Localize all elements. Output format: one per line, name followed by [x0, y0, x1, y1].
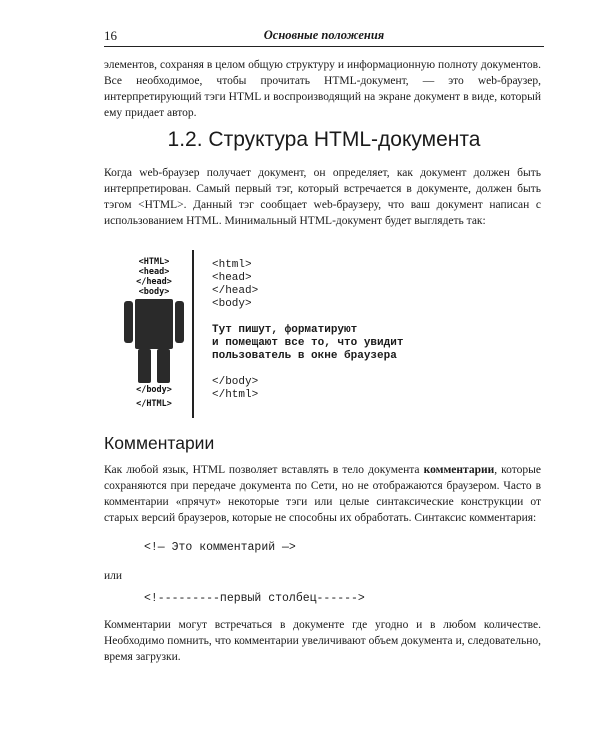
page-number: 16: [104, 28, 117, 43]
figure-label-body-close: </body>: [136, 385, 172, 395]
figure-label-body-open: <body>: [138, 287, 170, 297]
closing-paragraph: Комментарии могут встречаться в документе где угодно и в любом количестве. Необходимо помнить, что комментарии увеличивают объем документа и, следовательно, время загрузки.: [104, 619, 541, 663]
figure-divider: [192, 250, 194, 418]
comment-example-2: <!---------первый столбец------>: [144, 592, 365, 605]
figure-body-silhouette: [124, 299, 184, 383]
html-body-figure-illustration: [118, 255, 190, 415]
figure-label-html-close: </HTML>: [136, 399, 172, 409]
figure-label-head-open: <head>: [138, 267, 170, 277]
section-paragraph: Когда web-браузер получает документ, он определяет, как документ должен быть интерпретирован. Самый первый тэг, который встречается в документе, должен быть тэгом <HTML>. Данный тэг сообщает web-браузеру, что ваш документ написан с использованием HTML. Минимальный HTML-документ будет выглядеть так:: [104, 167, 541, 227]
comments-paragraph-rest: , которые сохраняются при передаче документа по Сети, но не отображаются браузером. Часто в комментарии «прячут» некоторые тэги или целые синтаксические конструкции от старых версий браузеров, которые не способны их обработать. Синтаксис комментария:: [104, 464, 541, 524]
comment-example-1: <!— Это комментарий —>: [144, 541, 296, 554]
running-head: [104, 26, 544, 47]
connector-text: или: [104, 570, 123, 582]
intro-paragraph: элементов, сохраняя в целом общую структуру и информационную полноту документов. Все необходимое, чтобы прочитать HTML-документ, — это web-браузер, интерпретирующий тэги HTML и воспроизводящий на экране документ в виде, который ему придает автор.: [104, 59, 541, 119]
figure-label-head-close: </head>: [136, 277, 172, 287]
code-content: Тут пишут, форматируют и помещают все то, что увидит пользователь в окне браузера: [212, 324, 404, 362]
running-title: Основные положения: [263, 28, 385, 42]
section-heading: 1.2. Структура HTML-документа: [167, 128, 481, 151]
code-structure-close: </body> </html>: [212, 376, 259, 401]
comments-term: комментарии: [423, 464, 495, 476]
comments-heading: Комментарии: [104, 433, 215, 453]
code-structure-open: <html> <head> </head> <body>: [212, 259, 259, 310]
comments-paragraph-lead: Как любой язык, HTML позволяет вставлять в тело документа: [104, 464, 424, 476]
figure-label-html-open: <HTML>: [138, 257, 170, 267]
comments-paragraph: [104, 462, 541, 526]
